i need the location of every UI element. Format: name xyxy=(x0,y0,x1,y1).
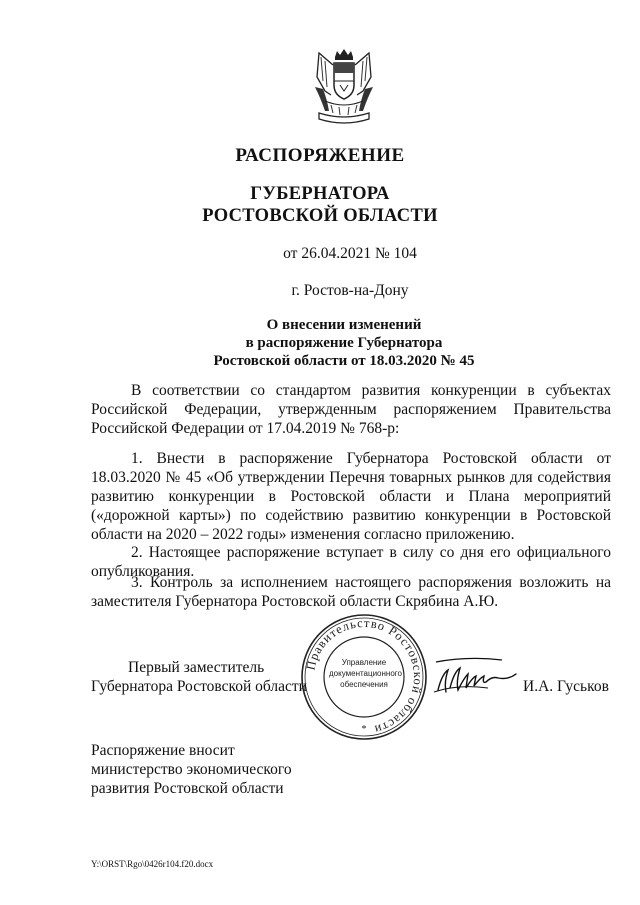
seal-inner-line1: Управление xyxy=(341,658,387,667)
city: г. Ростов-на-Дону xyxy=(291,282,409,299)
document-type-title: РАСПОРЯЖЕНИЕ xyxy=(235,145,405,166)
seal-inner-line3: обеспечения xyxy=(340,680,388,689)
seal-inner-line2: документационного xyxy=(329,669,402,678)
submitted-by-line3: развития Ростовской области xyxy=(91,780,284,797)
issuer-title-line2: РОСТОВСКОЙ ОБЛАСТИ xyxy=(202,206,438,226)
submitted-by-line2: министерство экономического xyxy=(91,761,292,778)
preamble-paragraph: В соответствии со стандартом развития конкуренции в субъектах Российской Федерации, утвержденным распоряжением Правительства Российской Федерации от 17.04.2019 № 768-р: xyxy=(91,382,611,437)
coat-of-arms-icon xyxy=(311,47,377,129)
item-1-paragraph: 1. Внести в распоряжение Губернатора Ростовской области от 18.03.2020 № 45 «Об утверждении Перечня товарных рынков для содействия развитию конкуренции в Ростовской области и Плана мероприятий («дорожной карты») по содействию развитию конкуренции в Ростовской области на 2020 – 2022 годы» изменения согласно приложению. xyxy=(91,450,611,543)
signer-name: И.А. Гуськов xyxy=(523,678,609,695)
issuer-title-line1: ГУБЕРНАТОРА xyxy=(250,184,390,204)
subject-line2: в распоряжение Губернатора xyxy=(245,335,443,351)
svg-text:Правительство Ростовской облас: Правительство Ростовской области xyxy=(303,615,426,737)
file-path: Y:\ORST\Rgo\0426r104.f20.docx xyxy=(91,859,214,869)
handwritten-signature-icon xyxy=(428,652,524,698)
subject-line1: О внесении изменений xyxy=(266,317,422,333)
date-number: от 26.04.2021 № 104 xyxy=(283,245,417,262)
item-2-paragraph: 2. Настоящее распоряжение вступает в силу со дня его официального опубликования. xyxy=(91,544,611,580)
subject-line3: Ростовской области от 18.03.2020 № 45 xyxy=(213,353,475,369)
submitted-by-line1: Распоряжение вносит xyxy=(91,742,235,759)
item-3-paragraph: 3. Контроль за исполнением настоящего распоряжения возложить на заместителя Губернатора Ростовской области Скрябина А.Ю. xyxy=(91,574,611,610)
svg-text:*: * xyxy=(361,724,367,735)
signer-position-line1: Первый заместитель xyxy=(128,659,265,676)
signer-position-line2: Губернатора Ростовской области xyxy=(91,678,307,695)
